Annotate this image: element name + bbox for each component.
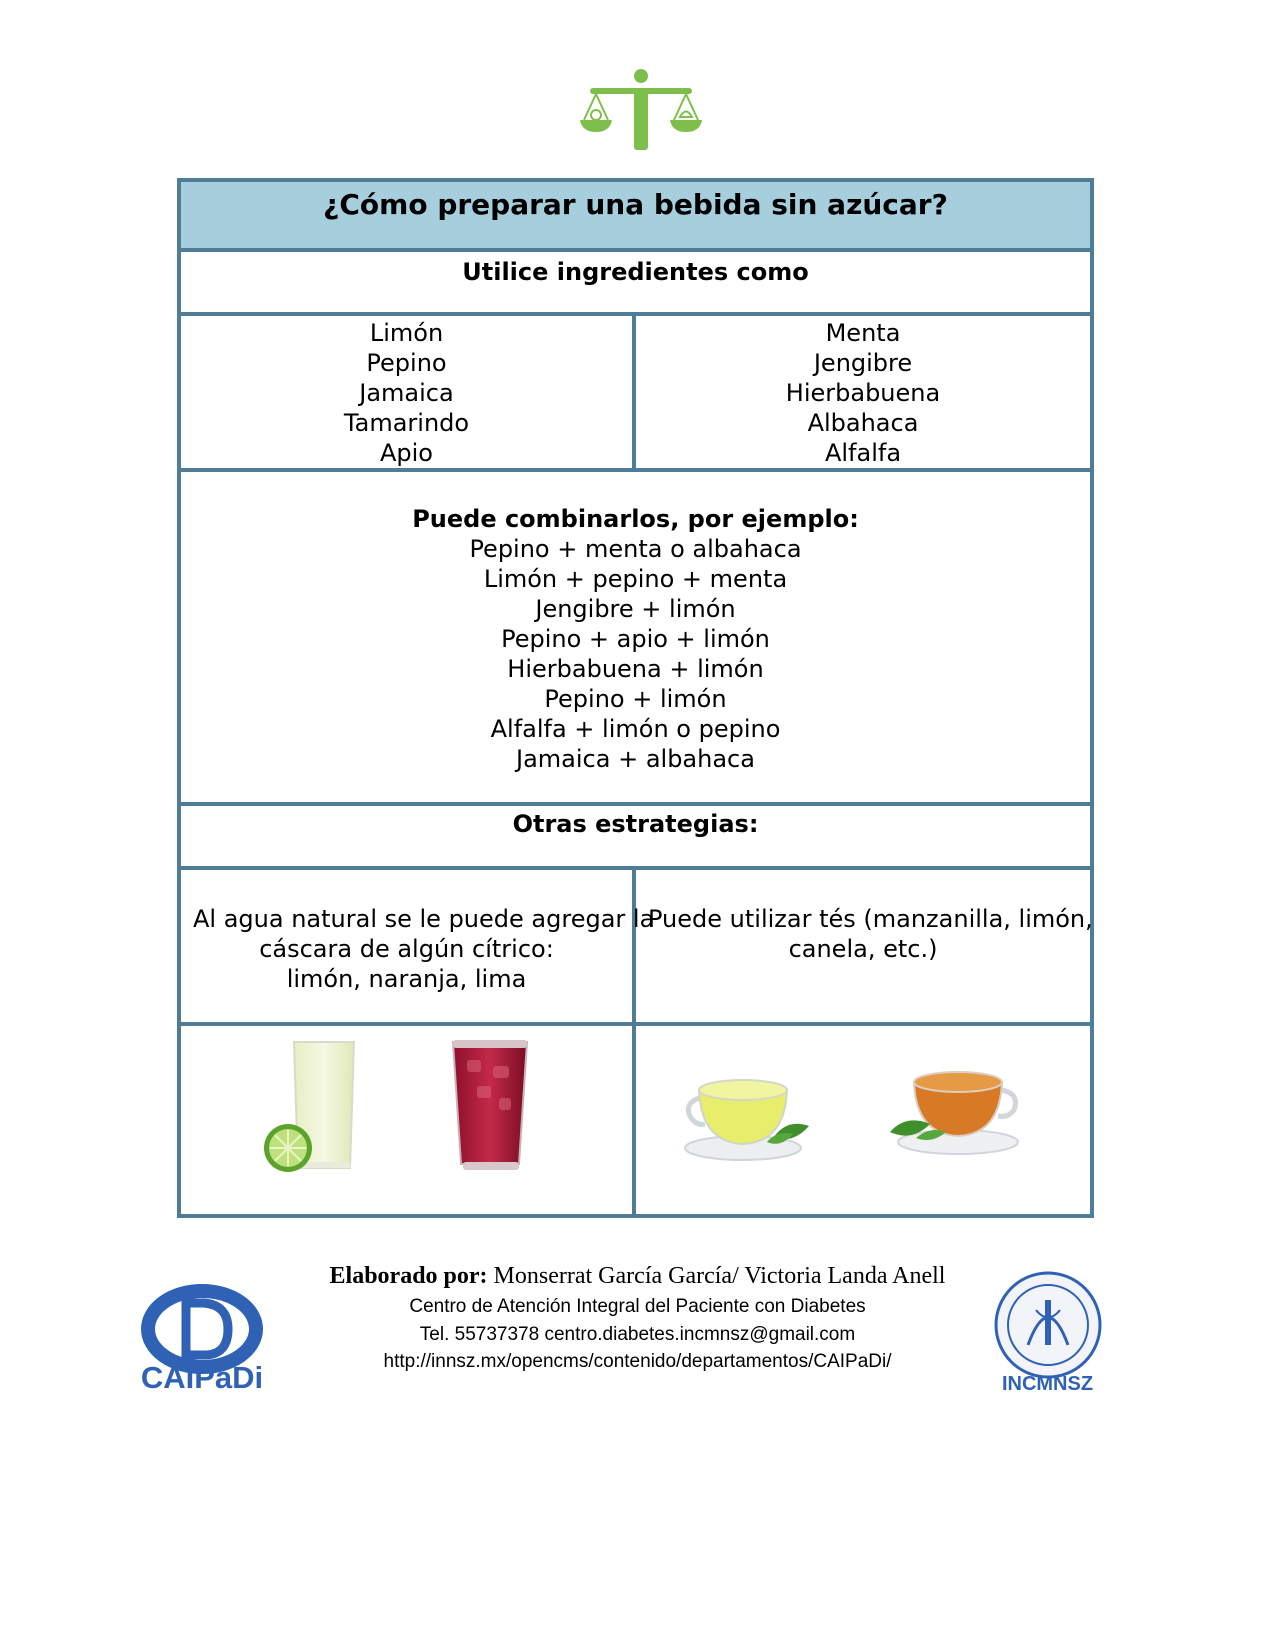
strategy-right-text — [636, 870, 1093, 964]
list-item: Hierbabuena + limón — [507, 655, 764, 683]
card-title: ¿Cómo preparar una bebida sin azúcar? — [323, 188, 948, 221]
list-item: Jengibre + limón — [535, 595, 736, 623]
list-item: Pepino — [366, 349, 447, 377]
list-item: Jamaica + albahaca — [516, 745, 755, 773]
ingredients-right-list — [636, 316, 1090, 468]
black-tea-cup-image — [886, 1048, 1026, 1158]
strategy-line: Puede utilizar tés (manzanilla, limón, — [648, 905, 1093, 933]
incmnsz-seal-icon — [988, 1270, 1108, 1380]
images-left-cell — [181, 1026, 636, 1214]
list-item: Hierbabuena — [785, 379, 941, 407]
list-item: Pepino + apio + limón — [501, 625, 770, 653]
title-row — [181, 182, 1090, 252]
ingredients-right-cell — [636, 316, 1090, 468]
strategy-line: Al agua natural se le puede agregar la — [193, 905, 655, 933]
strategy-line: limón, naranja, lima — [286, 965, 527, 993]
credits-names: Monserrat García García/ Victoria Landa Anell — [487, 1263, 946, 1289]
images-row — [181, 1026, 1090, 1214]
strategies-row — [181, 870, 1093, 1026]
lemon-water-glass-image — [256, 1038, 366, 1178]
ingredients-row — [181, 316, 1090, 472]
combinations-list — [181, 534, 1090, 774]
contact-line: Tel. 55737378 centro.diabetes.incmnsz@gmail.com — [419, 1324, 856, 1345]
credits-label: Elaborado por: — [329, 1263, 488, 1289]
list-item: Pepino + limón — [544, 685, 727, 713]
list-item: Limón — [369, 319, 444, 347]
images-right-cell — [636, 1026, 1090, 1214]
incmnsz-logo-text: INCMNSZ — [1001, 1373, 1094, 1395]
list-item: Limón + pepino + menta — [483, 565, 788, 593]
strategy-left-cell — [181, 870, 655, 1022]
list-item: Alfalfa + limón o pepino — [490, 715, 781, 743]
list-item: Apio — [379, 439, 433, 467]
strategy-right-cell — [636, 870, 1093, 1022]
balance-scale-icon — [576, 68, 706, 150]
list-item: Menta — [825, 319, 901, 347]
strategy-line: cáscara de algún cítrico: — [259, 935, 554, 963]
strategy-line: canela, etc.) — [788, 935, 938, 963]
ingredients-left-list — [181, 316, 632, 468]
combinations-heading: Puede combinarlos, por ejemplo: — [412, 505, 859, 533]
list-item: Alfalfa — [824, 439, 902, 467]
drink-guide-card — [177, 178, 1094, 1218]
strategies-heading: Otras estrategias: — [512, 810, 759, 838]
center-name: Centro de Atención Integral del Paciente con Diabetes — [409, 1296, 866, 1317]
ingredients-left-cell — [181, 316, 636, 468]
strategies-heading-row — [181, 806, 1090, 870]
jamaica-drink-glass-image — [441, 1036, 541, 1176]
list-item: Tamarindo — [343, 409, 470, 437]
list-item: Jamaica — [359, 379, 454, 407]
list-item: Jengibre — [813, 349, 913, 377]
list-item: Pepino + menta o albahaca — [469, 535, 802, 563]
caipadi-logo-text: CAIPaDi — [140, 1360, 264, 1395]
ingredients-subtitle: Utilice ingredientes como — [462, 258, 809, 286]
list-item: Albahaca — [807, 409, 919, 437]
strategy-left-text — [181, 870, 655, 994]
subtitle-row — [181, 252, 1090, 316]
combinations-row — [181, 472, 1090, 806]
website-url: http://innsz.mx/opencms/contenido/departamentos/CAIPaDi/ — [383, 1351, 892, 1372]
green-tea-cup-image — [681, 1056, 821, 1166]
